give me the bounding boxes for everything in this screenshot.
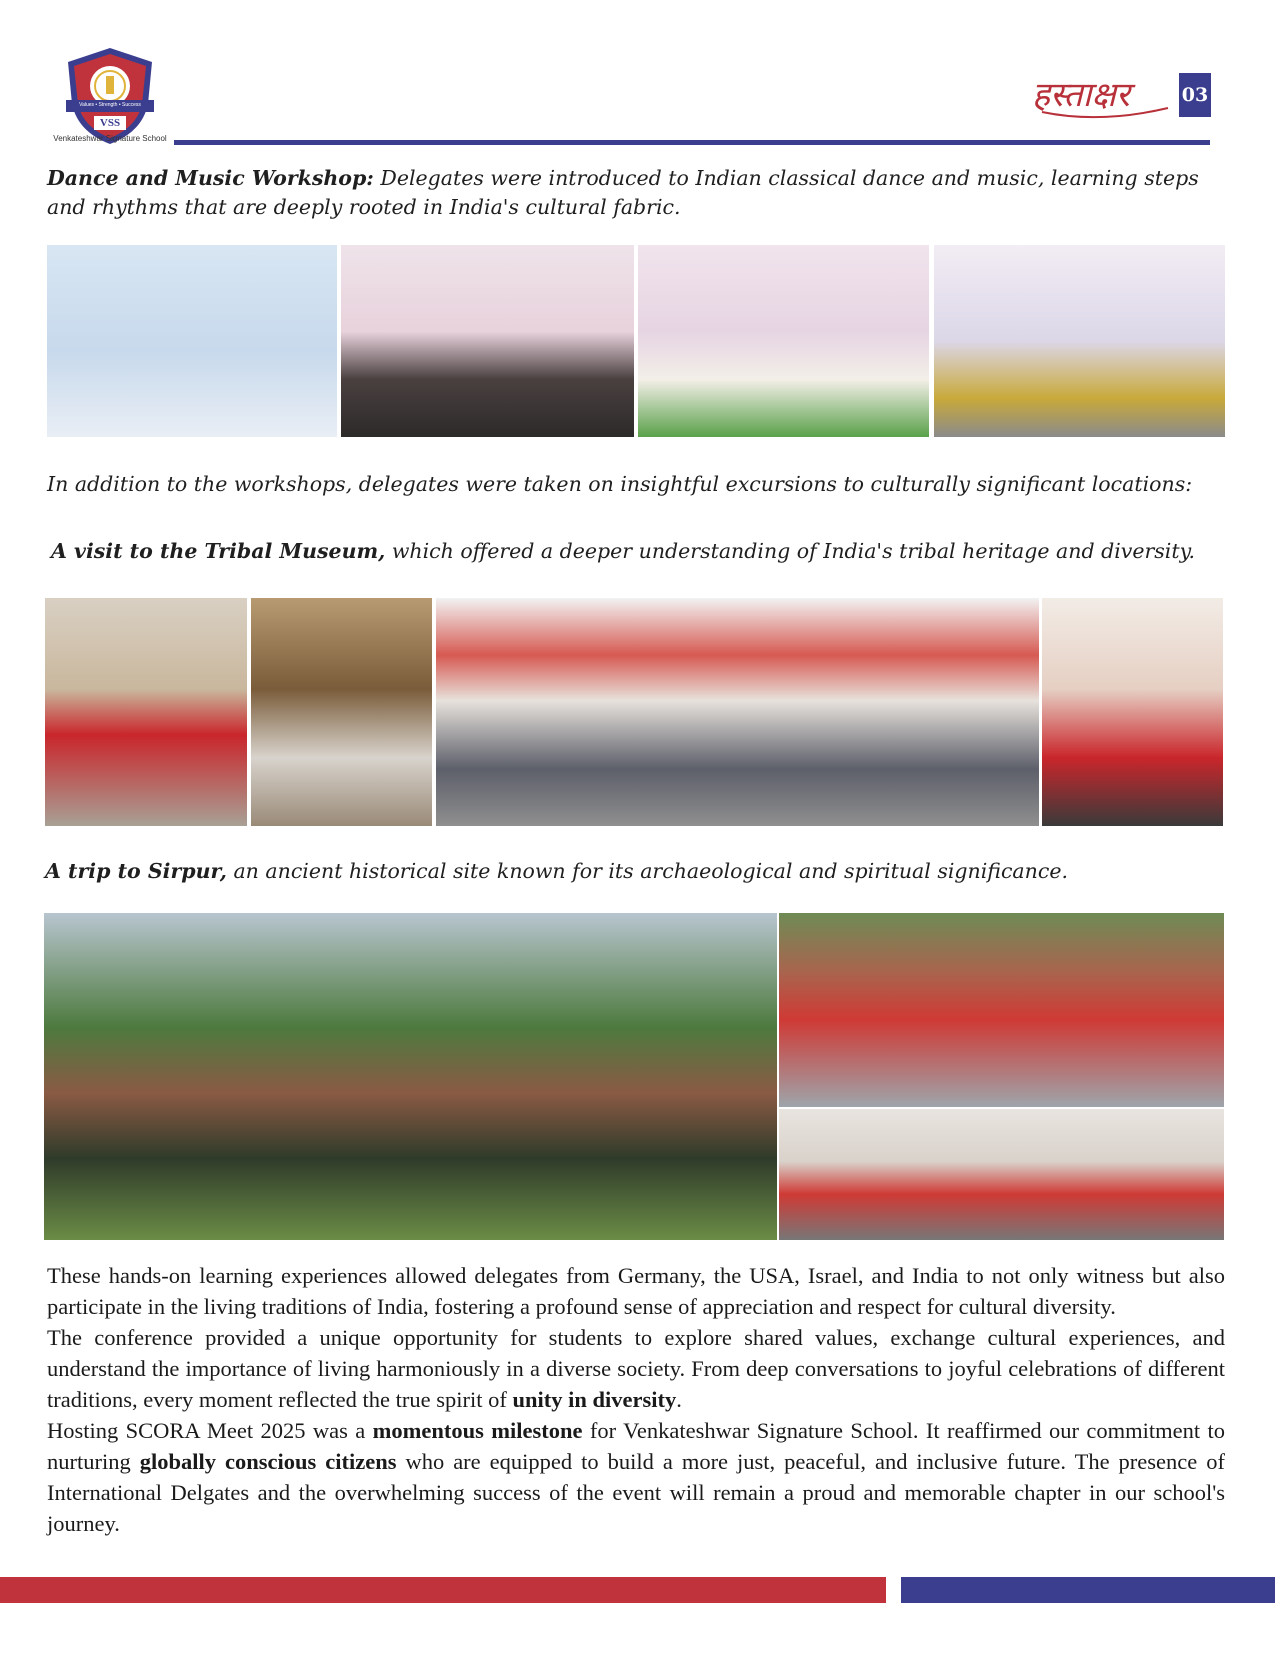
- unity-in-diversity: unity in diversity: [512, 1387, 677, 1412]
- paragraph-hosting-a: Hosting SCORA Meet 2025 was a: [47, 1418, 373, 1443]
- school-caption: Venkateshwar Signature School: [53, 134, 167, 143]
- paragraph-hosting: [47, 1415, 1225, 1539]
- header-divider: [174, 140, 1210, 145]
- logo-motto: Values • Strength • Success: [79, 102, 141, 108]
- paragraph-conference-text: The conference provided a unique opportunity for students to explore shared values, exchange cultural experiences, and understand the importance of living harmoniously in a diverse society. From deep conversations to joyful celebrations of different traditions, every moment reflected the true spirit of: [47, 1325, 1225, 1412]
- sirpur-text: an ancient historical site known for its archaeological and spiritual significance.: [226, 859, 1068, 883]
- photo-group-tribal-museum: [436, 598, 1039, 826]
- photo-group-sirpur-temple: [44, 913, 777, 1240]
- photo-delegate-museum-exhibit: [251, 598, 432, 826]
- photo-band-performance: [341, 245, 634, 437]
- globally-conscious-citizens: globally conscious citizens: [139, 1449, 397, 1474]
- logo-initials: VSS: [99, 117, 121, 129]
- paragraph-conference-end: .: [676, 1387, 682, 1412]
- paragraph-experiences: These hands-on learning experiences allowed delegates from Germany, the USA, Israel, and India to not only witness but also participate in the living traditions of India, fostering a profound sense of appreciation and respect for cultural diversity.: [47, 1263, 1225, 1319]
- workshop-heading: Dance and Music Workshop:: [47, 166, 374, 190]
- tribal-museum-text: which offered a deeper understanding of India's tribal heritage and diversity.: [385, 539, 1195, 563]
- paragraph-hosting-b: for Venkateshwar Signature School. It reaffirmed our commitment to nurturing: [47, 1418, 1225, 1474]
- photo-students-museum-hall: [45, 598, 247, 826]
- photo-students-museum-sign: [1042, 598, 1223, 826]
- photo-classical-dance: [638, 245, 929, 437]
- momentous-milestone: momentous milestone: [372, 1418, 583, 1443]
- paragraph-hosting-c: who are equipped to build a more just, peaceful, and inclusive future. The presence of International Delgates and the overwhelming success of the event will remain a proud and memorable chapter in our school's journey.: [47, 1449, 1225, 1536]
- sirpur-line: [45, 857, 1225, 886]
- photo-students-sirpur-gallery: [779, 1109, 1224, 1240]
- workshop-paragraph: [47, 164, 1227, 222]
- photo-drummer-saxophone: [934, 245, 1225, 437]
- footer-bar-blue: [901, 1577, 1275, 1603]
- excursions-intro: In addition to the workshops, delegates were taken on insightful excursions to culturally significant locations:: [47, 472, 1193, 496]
- tribal-museum-line: [51, 537, 1231, 566]
- brand-title: हस्ताक्षर: [1032, 75, 1130, 115]
- page-number: 03: [1179, 73, 1211, 117]
- photo-singer-performance: [47, 245, 337, 437]
- brand-swash: [1040, 106, 1170, 122]
- photo-students-sirpur-ruins: [779, 913, 1224, 1107]
- closing-paragraphs: [47, 1260, 1225, 1539]
- tribal-museum-heading: A visit to the Tribal Museum,: [51, 539, 386, 563]
- paragraph-conference: [47, 1322, 1225, 1415]
- sirpur-heading: A trip to Sirpur,: [45, 859, 227, 883]
- footer-bar-red: [0, 1577, 886, 1603]
- workshop-text: Delegates were introduced to Indian classical dance and music, learning steps and rhythms that are deeply rooted in India's cultural fabric.: [47, 166, 1199, 219]
- school-logo: [58, 44, 162, 148]
